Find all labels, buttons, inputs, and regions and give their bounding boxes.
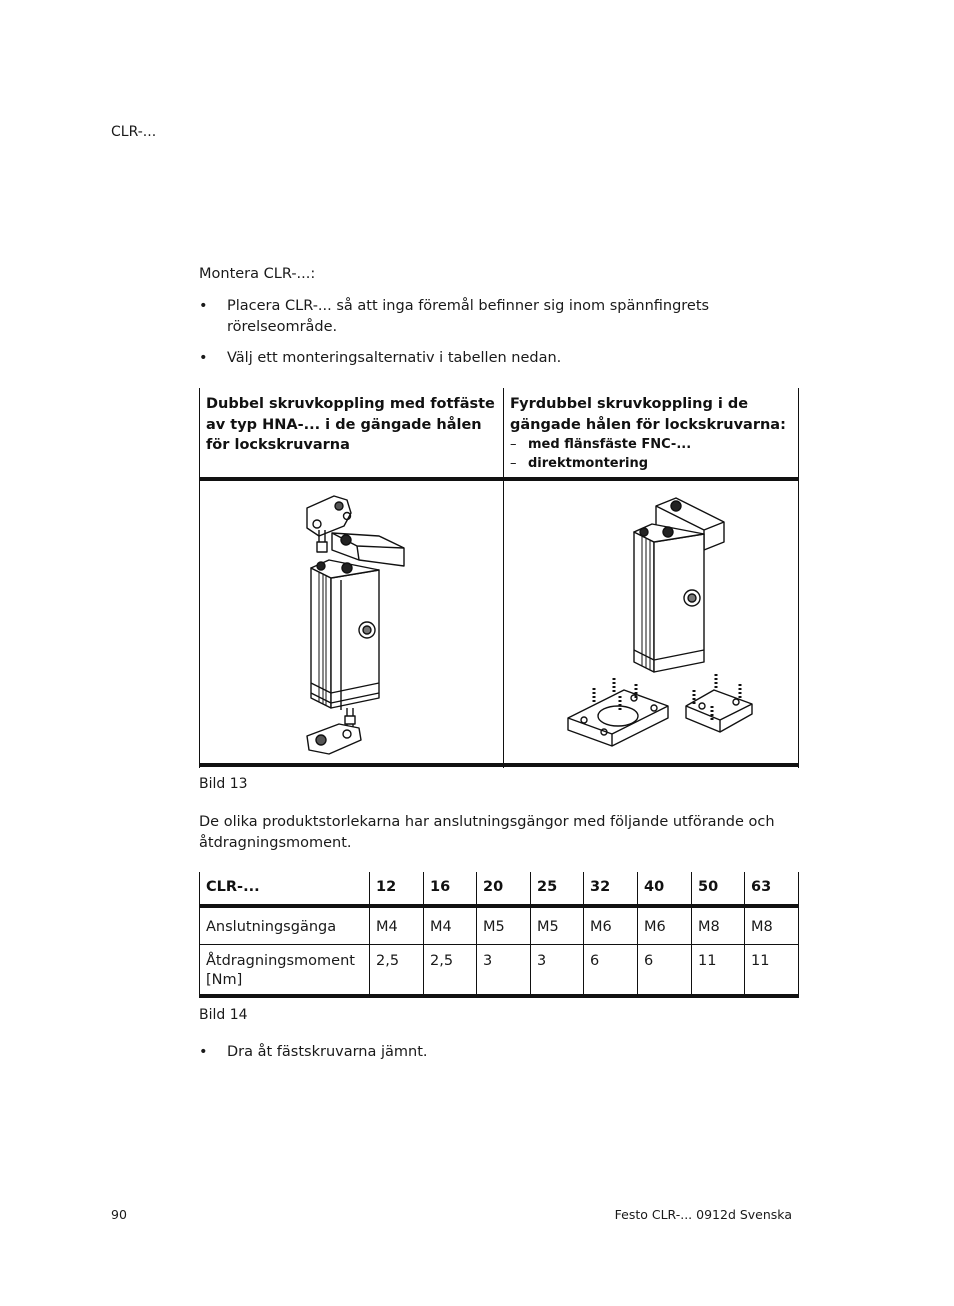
bullet-text: Placera CLR-... så att inga föremål befinner sig inom spännfingrets rörelseområde. bbox=[227, 298, 710, 335]
table-cell: 2,5 bbox=[376, 953, 400, 969]
table-cell: M6 bbox=[644, 919, 666, 935]
mount-option bbox=[510, 435, 792, 454]
table-header-cell: 32 bbox=[590, 879, 611, 895]
table-cell: 3 bbox=[483, 953, 493, 969]
table-cell: M5 bbox=[483, 919, 505, 935]
paragraph: De olika produktstorlekarna har anslutningsgängor med följande utförande och åtdragningsmoment. bbox=[199, 814, 775, 851]
table-border bbox=[583, 872, 584, 998]
table-header-cell: 16 bbox=[430, 879, 451, 895]
table-border bbox=[637, 872, 638, 998]
bullet-item bbox=[199, 348, 759, 370]
drawing-flange-mount bbox=[564, 492, 764, 752]
table-cell: Åtdragningsmoment [Nm] bbox=[206, 953, 355, 988]
bullet-marker: • bbox=[199, 1044, 208, 1060]
mount-heading-quad-title: Fyrdubbel skruvkoppling i de gängade hålen för lockskruvarna: bbox=[510, 396, 786, 433]
table-rule bbox=[199, 904, 799, 908]
footer-doc-id: Festo CLR-... 0912d Svenska bbox=[614, 1207, 792, 1222]
dash-marker: – bbox=[510, 456, 517, 471]
table-border bbox=[199, 388, 200, 768]
figure-caption: Bild 14 bbox=[199, 1007, 248, 1023]
table-cell: 6 bbox=[644, 953, 654, 969]
mount-option-text: direktmontering bbox=[528, 456, 649, 471]
table-border bbox=[798, 388, 799, 768]
page-number: 90 bbox=[111, 1207, 127, 1222]
table-cell: M4 bbox=[430, 919, 452, 935]
table-border bbox=[744, 872, 745, 998]
bullet-item bbox=[199, 296, 759, 340]
table-border bbox=[369, 872, 370, 998]
intro-text: Montera CLR-...: bbox=[199, 266, 316, 282]
table-border bbox=[423, 872, 424, 998]
mount-heading-quad bbox=[510, 394, 792, 473]
table-border bbox=[530, 872, 531, 998]
drawing-foot-mount bbox=[299, 488, 419, 763]
table-header-cell: 40 bbox=[644, 879, 665, 895]
table-cell: M4 bbox=[376, 919, 398, 935]
table-cell: M8 bbox=[751, 919, 773, 935]
table-cell: M5 bbox=[537, 919, 559, 935]
bullet-text: Dra åt fästskruvarna jämnt. bbox=[227, 1044, 428, 1060]
dash-marker: – bbox=[510, 437, 517, 452]
table-header-cell: 20 bbox=[483, 879, 504, 895]
table-rule bbox=[199, 763, 799, 767]
table-rule bbox=[199, 944, 799, 945]
table-cell: M6 bbox=[590, 919, 612, 935]
table-cell: 11 bbox=[751, 953, 770, 969]
table-cell: 2,5 bbox=[430, 953, 454, 969]
mounting-table bbox=[199, 388, 799, 768]
table-cell: Anslutningsgänga bbox=[206, 919, 337, 935]
thread-table bbox=[199, 872, 799, 998]
figure-caption: Bild 13 bbox=[199, 776, 248, 792]
table-cell: 11 bbox=[698, 953, 717, 969]
mount-heading-double: Dubbel skruvkoppling med fotfäste av typ HNA-... i de gängade hålen för lockskruvarna bbox=[206, 396, 495, 453]
table-border bbox=[691, 872, 692, 998]
table-header-cell: 25 bbox=[537, 879, 558, 895]
table-border bbox=[199, 872, 200, 998]
table-cell: 3 bbox=[537, 953, 547, 969]
mount-option-text: med flänsfäste FNC-... bbox=[528, 437, 692, 452]
table-rule bbox=[199, 477, 799, 481]
table-cell: M8 bbox=[698, 919, 720, 935]
bullet-text: Välj ett monteringsalternativ i tabellen nedan. bbox=[227, 350, 562, 366]
bullet-marker: • bbox=[199, 350, 208, 366]
table-border bbox=[798, 872, 799, 998]
table-border bbox=[503, 388, 504, 768]
table-cell: 6 bbox=[590, 953, 600, 969]
running-header: CLR-... bbox=[111, 124, 157, 140]
table-header-cell: CLR-... bbox=[206, 879, 260, 895]
mount-option bbox=[510, 454, 792, 473]
bullet-marker: • bbox=[199, 298, 208, 314]
bullet-item bbox=[199, 1042, 759, 1064]
table-header-cell: 63 bbox=[751, 879, 772, 895]
table-rule bbox=[199, 994, 799, 998]
table-border bbox=[476, 872, 477, 998]
table-header-cell: 12 bbox=[376, 879, 397, 895]
table-header-cell: 50 bbox=[698, 879, 719, 895]
